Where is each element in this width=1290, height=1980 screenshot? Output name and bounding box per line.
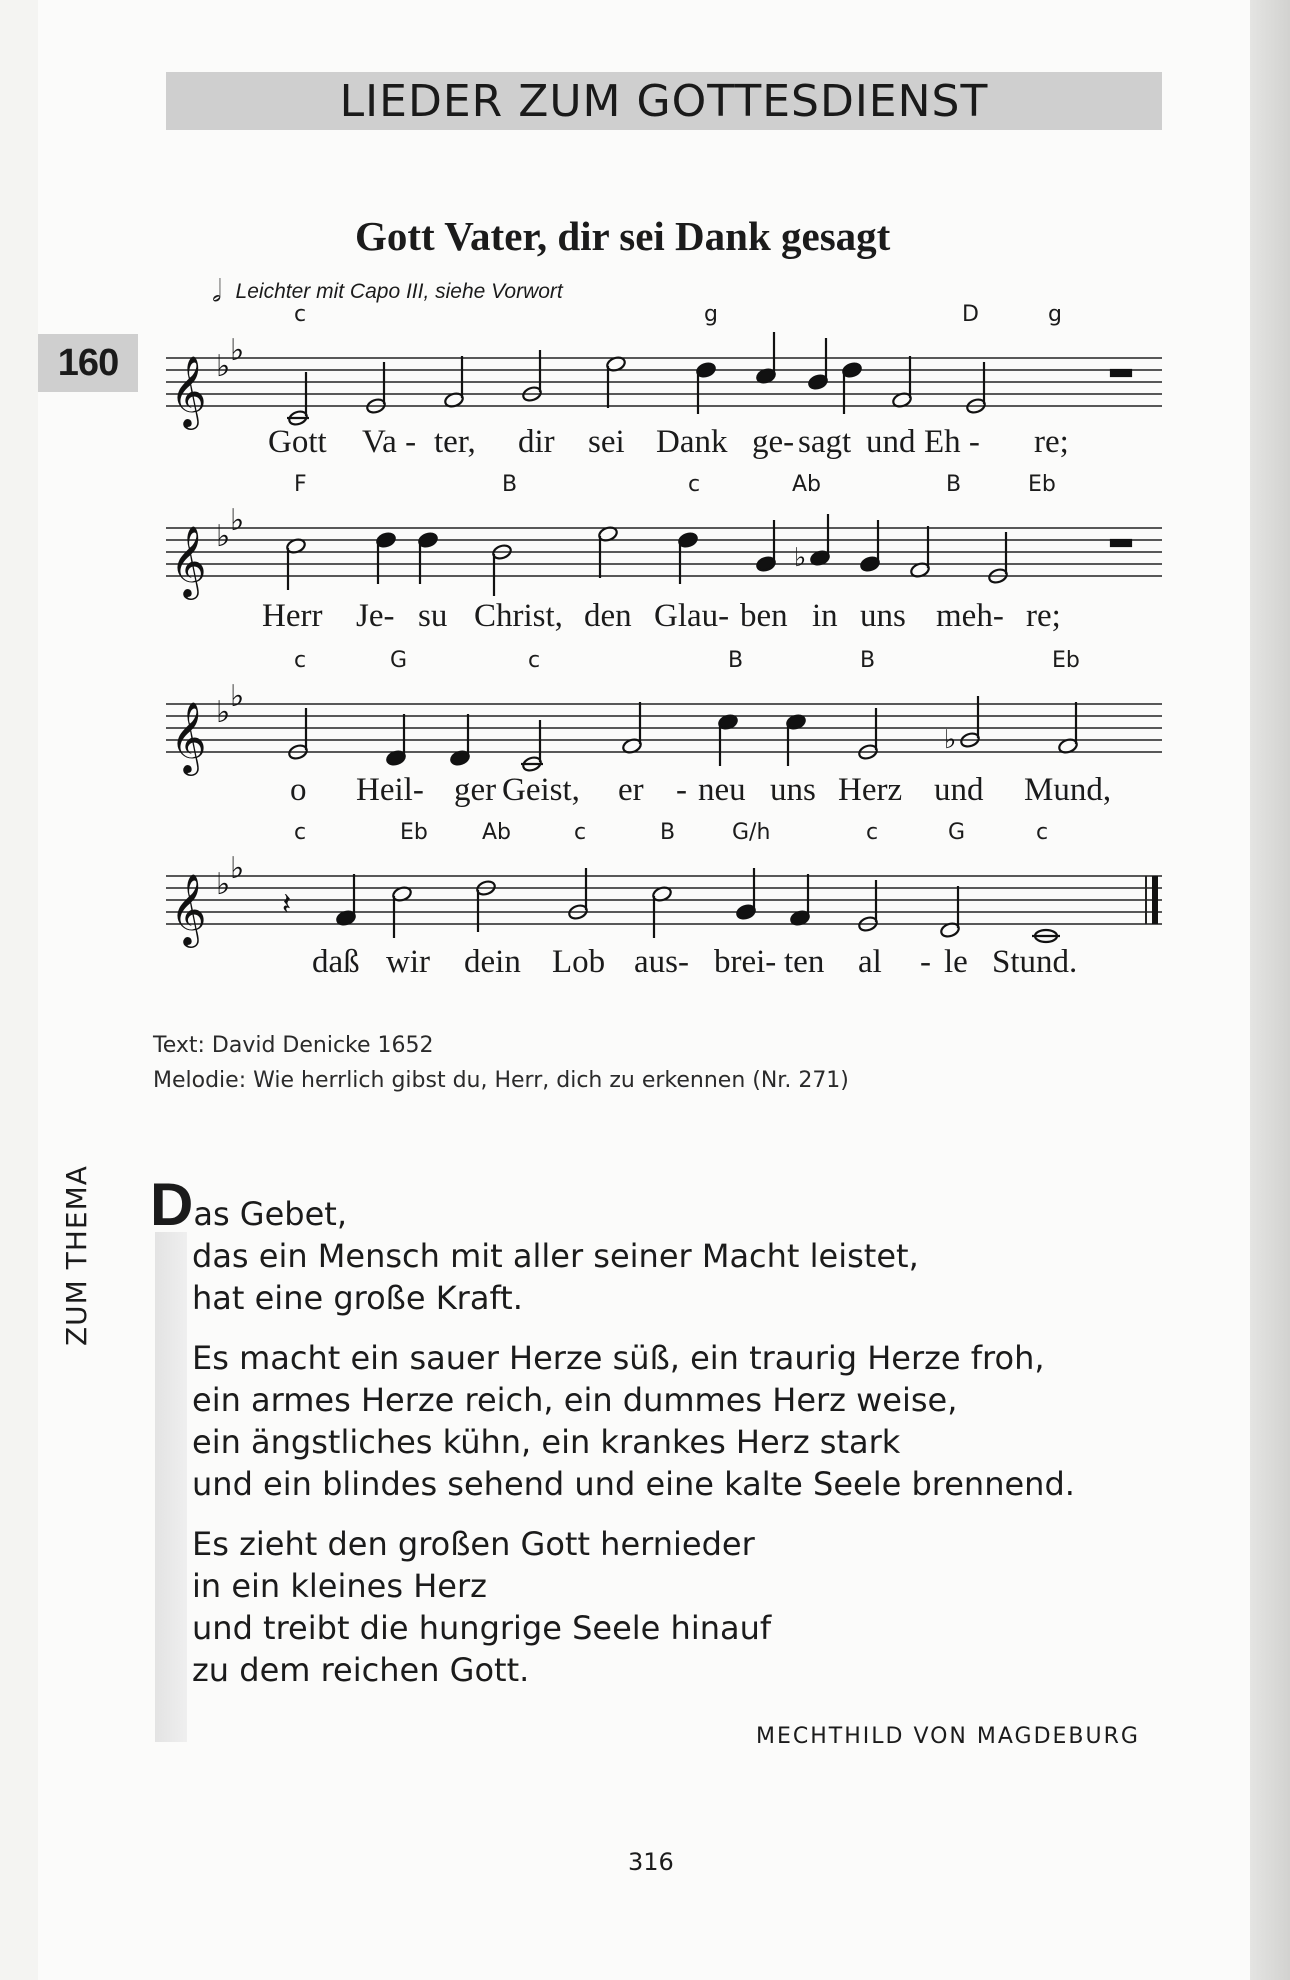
flat-icon: ♭ <box>944 725 957 755</box>
prayer-line: zu dem reichen Gott. <box>192 1651 530 1689</box>
chord: c <box>688 472 701 497</box>
lyric-syllable: - <box>920 944 931 980</box>
prayer-line: Es macht ein sauer Herze süß, ein traurig Herze froh, <box>192 1339 1045 1377</box>
prayer-line: in ein kleines Herz <box>192 1567 487 1605</box>
chord: D <box>962 302 979 327</box>
lyric-syllable: re; <box>1034 424 1069 460</box>
prayer-line: und treibt die hungrige Seele hinauf <box>192 1609 772 1647</box>
chord: B <box>660 820 676 845</box>
lyric-syllable: re; <box>1026 598 1061 634</box>
chord: g <box>1048 302 1062 327</box>
prayer-line: ein ängstliches kühn, ein krankes Herz stark <box>192 1423 901 1461</box>
lyric-syllable: sagt <box>798 424 852 460</box>
half-note-icon: 𝅗𝅥 <box>212 274 222 309</box>
lyric-syllable: wir <box>386 944 430 980</box>
lyric-syllable: Christ, <box>474 598 563 634</box>
lyric-syllable: Je- <box>356 598 395 634</box>
chord: g <box>704 302 718 327</box>
prayer-stanza-1 <box>150 1235 1150 1319</box>
lyric-syllable: ten <box>784 944 825 980</box>
lyric-syllable: dir <box>518 424 555 460</box>
prayer-line: das ein Mensch mit aller seiner Macht leistet, <box>192 1237 919 1275</box>
final-barline <box>1152 876 1158 924</box>
chord: B <box>946 472 962 497</box>
section-title: LIEDER ZUM GOTTESDIENST <box>339 75 989 127</box>
lyric-syllable: brei- <box>714 944 777 980</box>
chord: G/h <box>732 820 771 845</box>
tempo-note: Leichter mit Capo III, siehe Vorwort <box>235 279 563 303</box>
lyric-syllable: ter, <box>434 424 476 460</box>
lyric-syllable: Dank <box>656 424 728 460</box>
treble-clef-icon: 𝄞 <box>170 872 207 945</box>
treble-clef-icon: 𝄞 <box>170 524 207 597</box>
flat-icon: ♭ <box>230 679 245 714</box>
chord: c <box>294 648 307 673</box>
chord: Ab <box>482 820 512 845</box>
lyric-syllable: Geist, <box>502 772 580 808</box>
lyric-syllable: al <box>858 944 882 980</box>
flat-icon: ♭ <box>794 543 807 573</box>
lyric-syllable: Herz <box>838 772 903 808</box>
side-label <box>48 1156 98 1356</box>
drop-cap: D <box>150 1171 194 1238</box>
lyric-syllable: le <box>944 944 968 980</box>
lyric-syllable: aus- <box>634 944 689 980</box>
lyric-syllable: Mund, <box>1024 772 1112 808</box>
chord: B <box>728 648 744 673</box>
flat-icon: ♭ <box>230 503 245 538</box>
lyric-syllable: Eh - <box>924 424 980 460</box>
flat-icon: ♭ <box>216 349 231 384</box>
flat-icon: ♭ <box>216 867 231 902</box>
chord: c <box>528 648 541 673</box>
lyric-syllable: su <box>418 598 448 634</box>
lyric-syllable: Gott <box>268 424 327 460</box>
lyric-syllable: den <box>584 598 632 634</box>
lyric-syllable: - <box>676 772 687 808</box>
staff <box>166 842 1162 952</box>
lyric-line <box>166 772 1162 812</box>
lyric-syllable: Glau- <box>654 598 730 634</box>
flat-icon: ♭ <box>230 333 245 368</box>
chord: G <box>948 820 966 845</box>
lyric-syllable: Herr <box>262 598 323 634</box>
song-credits <box>153 1028 849 1098</box>
prayer-line: hat eine große Kraft. <box>192 1279 523 1317</box>
chord: Eb <box>400 820 428 845</box>
prayer-line: as Gebet, <box>193 1195 347 1233</box>
lyric-syllable: Heil- <box>356 772 424 808</box>
lyric-syllable: ben <box>740 598 788 634</box>
prayer-first-line <box>150 1171 1150 1238</box>
lyric-syllable: Stund. <box>992 944 1078 980</box>
prayer-author: MECHTHILD VON MAGDEBURG <box>756 1724 1140 1749</box>
lyric-line <box>166 424 1162 464</box>
rest-icon: 𝄽 <box>282 887 292 922</box>
chord: Eb <box>1052 648 1080 673</box>
chord: Ab <box>792 472 822 497</box>
lyric-syllable: Va - <box>362 424 417 460</box>
lyric-syllable: ger <box>454 772 497 808</box>
staff <box>166 324 1162 434</box>
flat-icon: ♭ <box>216 695 231 730</box>
lyric-syllable: uns <box>770 772 816 808</box>
lyric-syllable: er <box>618 772 644 808</box>
prayer-stanza-3 <box>150 1523 1150 1691</box>
text-credit: Text: David Denicke 1652 <box>153 1033 434 1058</box>
chord: G <box>390 648 408 673</box>
chord: B <box>502 472 518 497</box>
chord: c <box>1036 820 1049 845</box>
lyric-syllable: und <box>934 772 984 808</box>
staff <box>166 670 1162 780</box>
song-title: Gott Vater, dir sei Dank gesagt <box>355 213 891 259</box>
prayer-line: ein armes Herze reich, ein dummes Herz weise, <box>192 1381 958 1419</box>
flat-icon: ♭ <box>230 851 245 886</box>
chord: B <box>860 648 876 673</box>
side-label-text: ZUM THEMA <box>60 1165 93 1346</box>
chord: F <box>294 472 307 497</box>
lyric-line <box>166 598 1162 638</box>
page-number: 316 <box>628 1848 674 1876</box>
lyric-syllable: ge- <box>752 424 795 460</box>
lyric-syllable: sei <box>588 424 625 460</box>
treble-clef-icon: 𝄞 <box>170 354 207 427</box>
chord: c <box>294 302 307 327</box>
treble-clef-icon: 𝄞 <box>170 700 207 773</box>
melody-credit: Melodie: Wie herrlich gibst du, Herr, dich zu erkennen (Nr. 271) <box>153 1068 849 1093</box>
prayer-stanza-2 <box>150 1337 1150 1505</box>
page-edge-shadow <box>1250 0 1290 1980</box>
prayer-line: Es zieht den großen Gott hernieder <box>192 1525 755 1563</box>
staff <box>166 494 1162 604</box>
lyric-line <box>166 944 1162 984</box>
chord: c <box>294 820 307 845</box>
lyric-syllable: o <box>290 772 307 808</box>
lyric-syllable: Lob <box>552 944 606 980</box>
prayer-line: und ein blindes sehend und eine kalte Seele brennend. <box>192 1465 1075 1503</box>
section-header <box>166 72 1162 130</box>
chord: Eb <box>1028 472 1056 497</box>
lyric-syllable: und <box>866 424 916 460</box>
lyric-syllable: in <box>812 598 838 634</box>
lyric-syllable: uns <box>860 598 906 634</box>
lyric-syllable: meh- <box>936 598 1004 634</box>
lyric-syllable: neu <box>698 772 746 808</box>
chord: c <box>574 820 587 845</box>
prayer-text <box>150 1171 1150 1709</box>
song-number: 160 <box>38 334 138 392</box>
lyric-syllable: dein <box>464 944 521 980</box>
flat-icon: ♭ <box>216 519 231 554</box>
chord: c <box>866 820 879 845</box>
lyric-syllable: daß <box>312 944 360 980</box>
